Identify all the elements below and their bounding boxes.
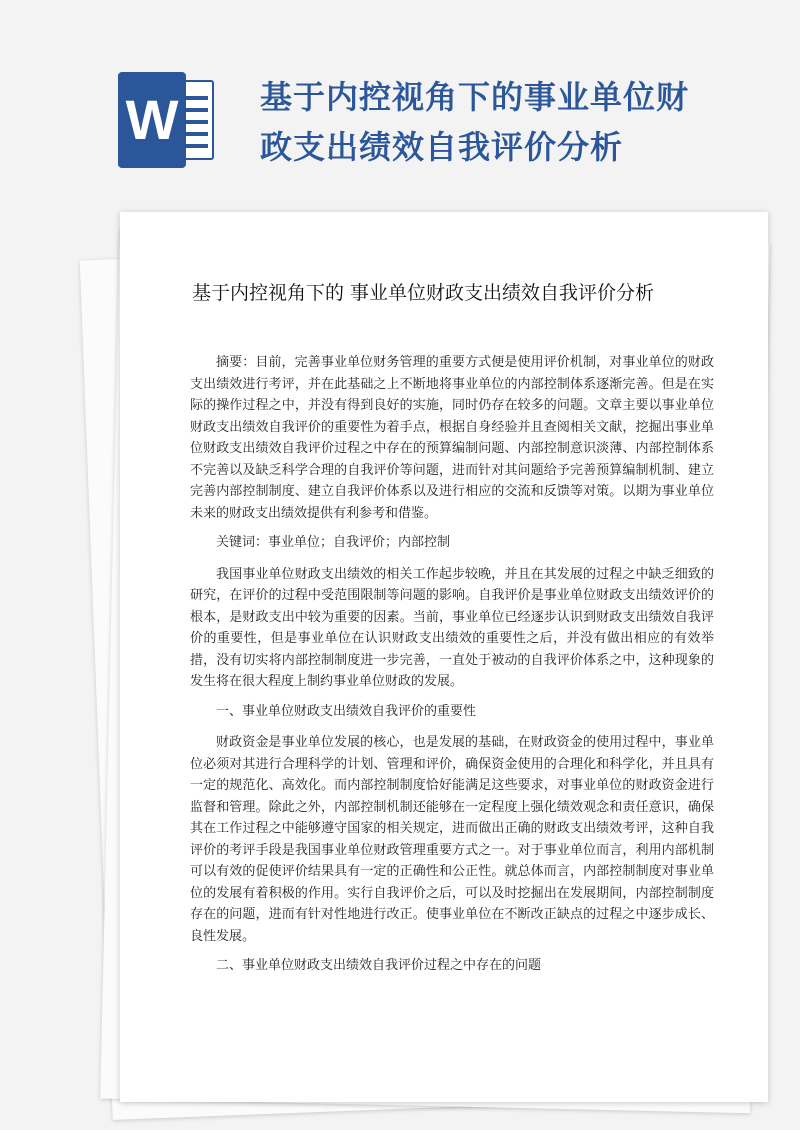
section-1-paragraph: 财政资金是事业单位发展的核心，也是发展的基础，在财政资金的使用过程中，事业单位必须对其进行合理科学的计划、管理和评价，确保资金使用的合理化和科学化，并且具有一定的规范化、高效化。而内部控制制度恰好能满足这些要求，对事业单位的财政资金进行监督和管理。除此之外，内部控制机制还能够在一定程度上强化绩效观念和责任意识，确保其在工作过程之中能够遵守国家的相关规定，进而做出正确的财政支出绩效考评，这种自我评价的考评手段是我国事业单位财政管理重要方式之一。对于事业单位而言，利用内部机制可以有效的促使评价结果具有一定的正确性和公正性。就总体而言，内部控制制度对事业单位的发展有着积极的作用。实行自我评价之后，可以及时挖掘出在发展期间，内部控制制度存在的问题，进而有针对性地进行改正。使事业单位在不断改正缺点的过程之中逐步成长、良性发展。 [190,735,714,944]
intro-paragraph: 我国事业单位财政支出绩效的相关工作起步较晚，并且在其发展的过程之中缺乏细致的研究，在评价的过程中受范围限制等问题的影响。自我评价是事业单位财政支出绩效评价的根本，是财政支出中较为重要的因素。当前，事业单位已经逐步认识到财政支出绩效自我评价的重要性，但是事业单位在认识财政支出绩效的重要性之后，并没有做出相应的有效举措，没有切实将内部控制制度进一步完善，一直处于被动的自我评价体系之中，这种现象的发生将在很大程度上制约事业单位财政的发展。 [190,566,714,689]
document-title: 基于内控视角下的 事业单位财政支出绩效自我评价分析 [192,282,655,304]
word-letter-badge: W [118,72,186,168]
section-2-heading: 二、事业单位财政支出绩效自我评价过程之中存在的问题 [216,958,542,973]
document-page [120,212,768,1102]
abstract-paragraph: 摘要：目前，完善事业单位财务管理的重要方式便是使用评价机制，对事业单位的财政支出绩效进行考评，并在此基础之上不断地将事业单位的内部控制体系逐渐完善。但是在实际的操作过程之中，并没有得到良好的实施，同时仍存在较多的问题。文章主要以事业单位财政支出绩效自我评价的重要性为着手点，根据自身经验并且查阅相关文献，挖掘出事业单位财政支出绩效自我评价过程之中存在的预算编制问题、内部控制意识淡薄、内部控制体系不完善以及缺乏科学合理的自我评价等问题，进而针对其问题给予完善预算编制机制、建立完善内部控制制度、建立自我评价体系以及进行相应的交流和反馈等对策。以期为事业单位未来的财政支出绩效提供有利参考和借鉴。 [190,355,714,521]
page-title: 基于内控视角下的事业单位财政支出绩效自我评价分析 [260,78,690,166]
word-document-icon [118,72,218,168]
header [0,0,800,200]
document-body [190,352,714,987]
keywords-line: 关键词：事业单位；自我评价；内部控制 [216,535,451,550]
section-1-heading: 一、事业单位财政支出绩效自我评价的重要性 [216,703,477,719]
